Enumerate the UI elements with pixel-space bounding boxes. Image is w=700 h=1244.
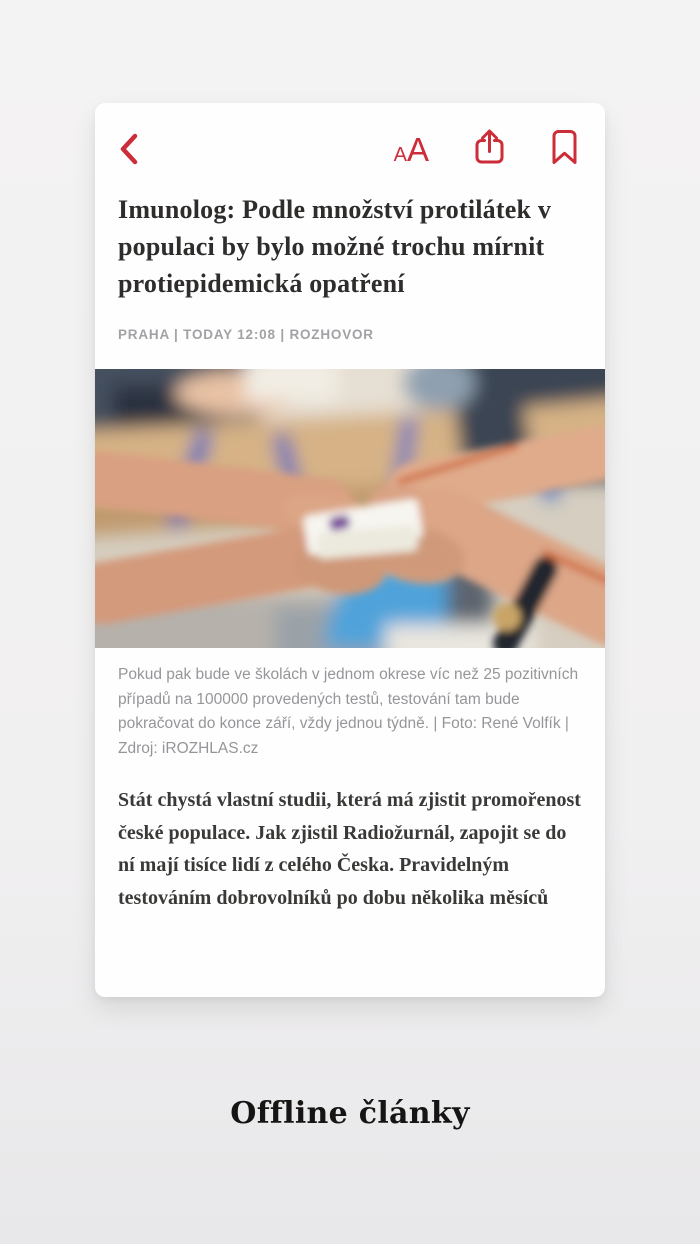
text-size-small-a: A	[393, 144, 407, 166]
chevron-left-icon	[118, 133, 140, 165]
share-icon	[473, 128, 506, 165]
article-photo-illustration	[95, 369, 605, 648]
toolbar-actions	[393, 128, 579, 168]
share-button[interactable]	[473, 128, 506, 165]
text-size-button[interactable]	[393, 130, 429, 168]
text-size-large-a: A	[406, 130, 429, 168]
article-title: Imunolog: Podle množství protilátek v populaci by bylo možné trochu mírnit protiepidemická opatření	[118, 195, 552, 298]
article-meta: PRAHA | TODAY 12:08 | ROZHOVOR	[118, 327, 374, 342]
article-body: Stát chystá vlastní studii, která má zjistit promořenost české populace. Jak zjistil Radiožurnál, zapojit se do ní mají tisíce lidí z celého Česka. Pravidelným testováním dobrovolníků po dobu několika měsíců	[118, 789, 581, 909]
offline-articles-heading: Offline články	[230, 1096, 470, 1131]
photo-caption: Pokud pak bude ve školách v jednom okrese víc než 25 pozitivních případů na 100000 provedených testů, testování tam bude pokračovat do konce září, vždy jednou týdně. | Foto: René Volfík | Zdroj: iROZHLAS.cz	[118, 666, 579, 757]
back-button[interactable]	[118, 133, 140, 165]
article-photo	[95, 369, 605, 648]
article-card	[95, 103, 605, 997]
toolbar	[95, 103, 605, 168]
bookmark-button[interactable]	[550, 129, 579, 165]
bookmark-icon	[550, 129, 579, 165]
